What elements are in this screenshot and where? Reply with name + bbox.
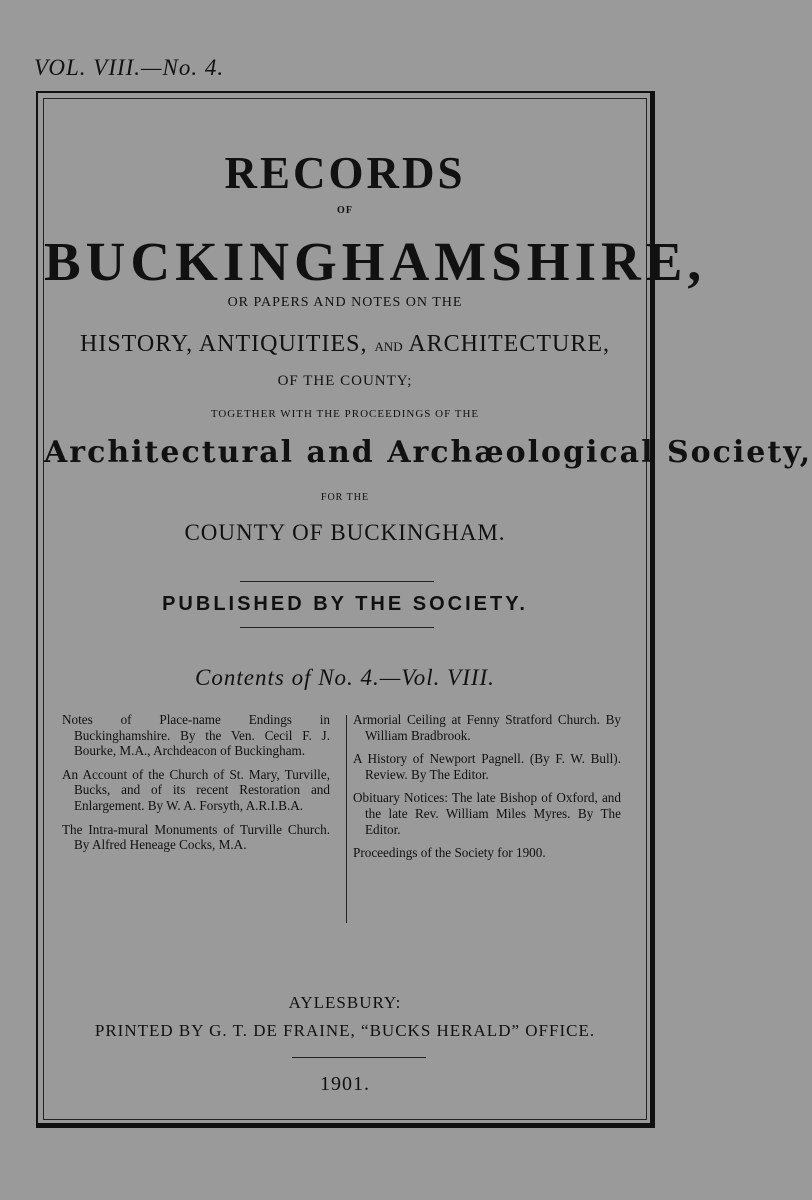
divider-bottom: [292, 1057, 426, 1058]
contents-entry: Notes of Place-name Endings in Buckinghamshire. By the Ven. Cecil F. J. Bourke, M.A., Archdeacon of Buckingham.: [62, 712, 330, 759]
contents-entry: Obituary Notices: The late Bishop of Oxford, and the late Rev. William Miles Myres. By The Editor.: [353, 790, 621, 837]
contents-column-left: [62, 712, 330, 861]
subtitle-together: TOGETHER WITH THE PROCEEDINGS OF THE: [210, 408, 480, 420]
contents-entry: Proceedings of the Society for 1900.: [353, 845, 546, 861]
subtitle-history-a: HISTORY, ANTIQUITIES,: [80, 331, 368, 357]
contents-entry: An Account of the Church of St. Mary, Turville, Bucks, and of its recent Restoration and Enlargement. By W. A. Forsyth, A.R.I.B.A.: [62, 766, 330, 813]
publisher-line: PUBLISHED BY THE SOCIETY.: [162, 593, 528, 615]
column-divider: [346, 715, 347, 923]
imprint-year: 1901.: [320, 1073, 370, 1095]
subtitle-papers: OR PAPERS AND NOTES ON THE: [227, 295, 463, 310]
divider-middle: [240, 627, 434, 628]
imprint-place: AYLESBURY:: [288, 993, 402, 1012]
contents-heading: Contents of No. 4.—Vol. VIII.: [195, 665, 495, 690]
cover-frame: [36, 91, 812, 1128]
contents-entry: A History of Newport Pagnell. (By F. W. Bull). Review. By The Editor.: [353, 751, 621, 782]
society-name: Architectural and Archæological Society,: [44, 435, 812, 470]
divider-top: [240, 581, 434, 582]
subtitle-county-of: COUNTY OF BUCKINGHAM.: [184, 520, 506, 545]
subtitle-history-b: ARCHITECTURE,: [408, 331, 610, 357]
contents-entry: The Intra-mural Monuments of Turville Church. By Alfred Heneage Cocks, M.A.: [62, 821, 330, 853]
subtitle-history-and: AND: [374, 339, 403, 354]
subtitle-for-the: FOR THE: [320, 492, 370, 503]
subtitle-history: [44, 331, 646, 358]
contents-entry: Armorial Ceiling at Fenny Stratford Church. By William Bradbrook.: [353, 712, 621, 743]
title-county-name: BUCKINGHAMSHIRE,: [44, 231, 707, 292]
subtitle-of-county: OF THE COUNTY;: [277, 373, 413, 389]
volume-number: VOL. VIII.—No. 4.: [34, 55, 225, 80]
title-of: OF: [337, 205, 353, 216]
imprint-printer: PRINTED BY G. T. DE FRAINE, “BUCKS HERALD” OFFICE.: [94, 1021, 596, 1040]
cover-inner-border: [43, 98, 812, 1120]
contents-column-right: [353, 712, 621, 869]
title-records: RECORDS: [224, 148, 466, 198]
